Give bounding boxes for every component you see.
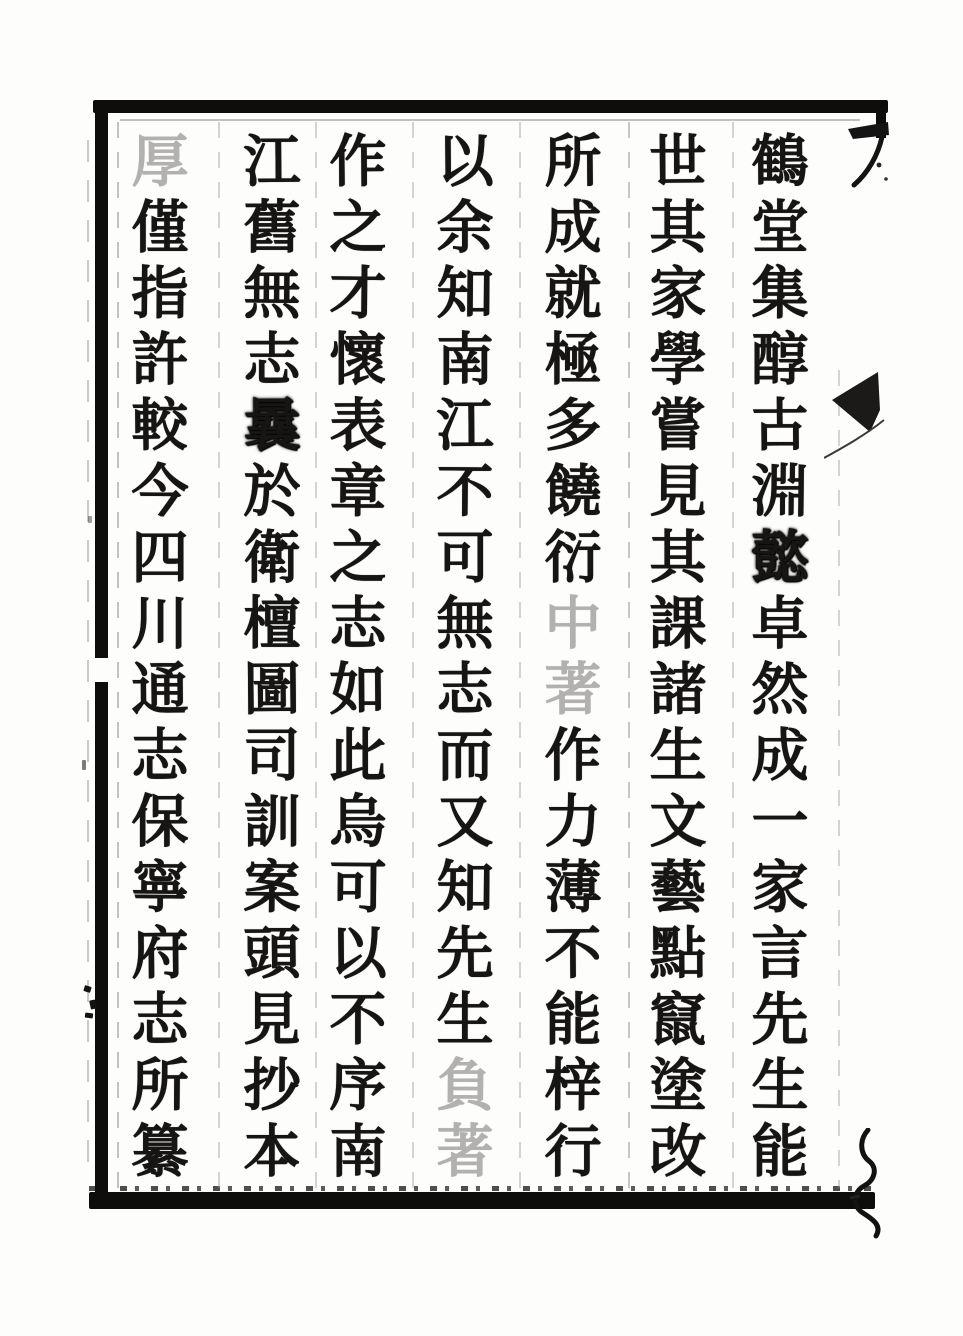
glyph: 以 (329, 919, 387, 987)
glyph: 而 (436, 721, 494, 789)
column-rule (519, 122, 521, 1188)
glyph: 才 (329, 259, 387, 327)
glyph: 言 (751, 919, 809, 987)
glyph: 生 (751, 1051, 809, 1119)
glyph: 竄 (649, 985, 707, 1053)
glyph: 能 (544, 985, 602, 1053)
glyph: 無 (243, 259, 301, 327)
glyph: 卓 (751, 589, 809, 657)
column-5 (326, 128, 390, 1184)
glyph: 中 (544, 589, 602, 657)
glyph: 可 (436, 523, 494, 591)
glyph: 著 (436, 1117, 494, 1185)
glyph: 鶴 (751, 127, 809, 195)
glyph: 古 (751, 391, 809, 459)
glyph: 烏 (329, 787, 387, 855)
frame-rule-top (93, 100, 888, 113)
column-rule (412, 122, 414, 1188)
glyph: 見 (243, 985, 301, 1053)
column-3 (541, 128, 605, 1184)
frame-rule-bottom-speckle (89, 1186, 875, 1191)
column-rule (315, 122, 317, 1188)
glyph: 生 (436, 985, 494, 1053)
glyph: 梓 (544, 1051, 602, 1119)
glyph: 指 (131, 259, 189, 327)
glyph: 世 (649, 127, 707, 195)
glyph: 又 (436, 787, 494, 855)
ink-squiggle-right-margin (838, 1128, 886, 1240)
glyph: 藝 (649, 853, 707, 921)
glyph: 川 (131, 589, 189, 657)
glyph: 改 (649, 1117, 707, 1185)
ink-speck (85, 1013, 94, 1019)
glyph: 章 (329, 457, 387, 525)
glyph: 本 (243, 1117, 301, 1185)
glyph: 文 (649, 787, 707, 855)
glyph: 行 (544, 1117, 602, 1185)
column-1-rightmost (748, 128, 812, 1184)
glyph: 薄 (544, 853, 602, 921)
glyph: 如 (329, 655, 387, 723)
glyph: 無 (436, 589, 494, 657)
glyph: 南 (329, 1117, 387, 1185)
glyph: 纂 (131, 1117, 189, 1185)
glyph: 不 (436, 457, 494, 525)
glyph: 不 (329, 985, 387, 1053)
glyph: 此 (329, 721, 387, 789)
glyph: 之 (329, 193, 387, 261)
glyph: 寧 (131, 853, 189, 921)
glyph: 南 (436, 325, 494, 393)
glyph: 然 (751, 655, 809, 723)
glyph: 集 (751, 259, 809, 327)
glyph: 作 (329, 127, 387, 195)
glyph: 極 (544, 325, 602, 393)
glyph: 成 (751, 721, 809, 789)
glyph: 懿 (751, 523, 809, 591)
glyph: 僅 (131, 193, 189, 261)
glyph: 饒 (544, 457, 602, 525)
glyph: 見 (649, 457, 707, 525)
glyph: 江 (436, 391, 494, 459)
glyph: 諸 (649, 655, 707, 723)
glyph: 知 (436, 259, 494, 327)
glyph: 保 (131, 787, 189, 855)
glyph: 醇 (751, 325, 809, 393)
glyph: 可 (329, 853, 387, 921)
glyph: 司 (243, 721, 301, 789)
glyph: 曩 (243, 391, 301, 459)
glyph: 生 (649, 721, 707, 789)
glyph: 表 (329, 391, 387, 459)
glyph: 塗 (649, 1051, 707, 1119)
glyph: 衛 (243, 523, 301, 591)
glyph: 所 (131, 1051, 189, 1119)
glyph: 一 (751, 787, 809, 855)
glyph: 其 (649, 523, 707, 591)
glyph: 多 (544, 391, 602, 459)
frame-rule-left-upper (95, 100, 108, 658)
glyph: 力 (544, 787, 602, 855)
glyph: 府 (131, 919, 189, 987)
page-edge-partial-character (846, 113, 890, 193)
glyph: 先 (751, 985, 809, 1053)
ink-speck (82, 760, 86, 770)
glyph: 舊 (243, 193, 301, 261)
glyph: 志 (329, 589, 387, 657)
glyph: 志 (243, 325, 301, 393)
page-edge-line-left (87, 140, 89, 1180)
glyph: 余 (436, 193, 494, 261)
ink-stain-triangle (824, 366, 888, 466)
column-rule (838, 370, 840, 1188)
glyph: 知 (436, 853, 494, 921)
glyph: 四 (131, 523, 189, 591)
frame-rule-top-thin (120, 119, 860, 121)
glyph: 堂 (751, 193, 809, 261)
column-rule (732, 122, 734, 1188)
glyph: 志 (131, 721, 189, 789)
glyph: 家 (751, 853, 809, 921)
frame-rule-left-lower (95, 682, 108, 1209)
column-7-leftmost (128, 128, 192, 1184)
glyph: 成 (544, 193, 602, 261)
glyph: 圖 (243, 655, 301, 723)
glyph: 衍 (544, 523, 602, 591)
glyph: 志 (131, 985, 189, 1053)
column-2 (646, 128, 710, 1184)
column-rule (218, 122, 220, 1188)
glyph: 淵 (751, 457, 809, 525)
glyph: 檀 (243, 589, 301, 657)
glyph: 許 (131, 325, 189, 393)
glyph: 之 (329, 523, 387, 591)
ink-speck (88, 516, 92, 523)
column-6 (240, 128, 304, 1184)
glyph: 頭 (243, 919, 301, 987)
glyph: 案 (243, 853, 301, 921)
glyph: 於 (243, 457, 301, 525)
column-4 (433, 128, 497, 1184)
glyph: 就 (544, 259, 602, 327)
glyph: 其 (649, 193, 707, 261)
glyph: 抄 (243, 1051, 301, 1119)
glyph: 今 (131, 457, 189, 525)
glyph: 先 (436, 919, 494, 987)
glyph: 懷 (329, 325, 387, 393)
glyph: 作 (544, 721, 602, 789)
column-rule (628, 122, 630, 1188)
glyph: 江 (243, 127, 301, 195)
glyph: 所 (544, 127, 602, 195)
frame-rule-bottom (89, 1192, 875, 1209)
glyph: 學 (649, 325, 707, 393)
glyph: 序 (329, 1051, 387, 1119)
glyph: 家 (649, 259, 707, 327)
glyph: 負 (436, 1051, 494, 1119)
glyph: 志 (436, 655, 494, 723)
glyph: 較 (131, 391, 189, 459)
glyph: 不 (544, 919, 602, 987)
glyph: 能 (751, 1117, 809, 1185)
glyph: 嘗 (649, 391, 707, 459)
glyph: 著 (544, 655, 602, 723)
glyph: 訓 (243, 787, 301, 855)
glyph: 厚 (131, 127, 189, 195)
column-rule (117, 122, 119, 1188)
glyph: 通 (131, 655, 189, 723)
ink-speck (83, 985, 92, 993)
glyph: 以 (436, 127, 494, 195)
glyph: 點 (649, 919, 707, 987)
glyph: 課 (649, 589, 707, 657)
